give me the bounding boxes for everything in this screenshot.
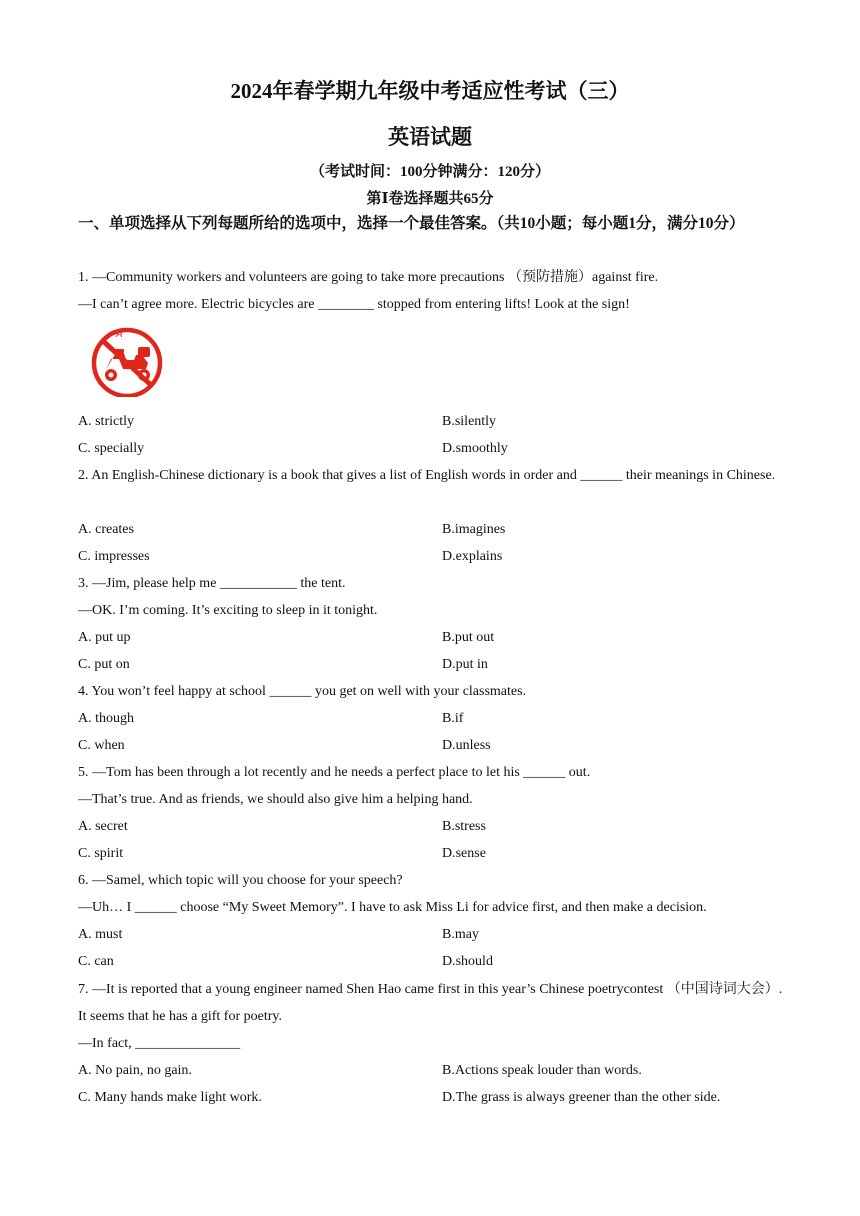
q2-option-a: A. creates [78,522,134,537]
question-3-line-1: 3. —Jim, please help me ___________ the tent. [78,576,346,591]
section-instruction: 一、单项选择从下列每题所给的选项中，选择一个最佳答案。（共10小题；每小题1分，满分10分） [78,215,745,232]
part-heading: 第Ⅰ卷选择题共65分 [366,191,494,207]
q6-option-c: C. can [78,954,114,969]
q4-option-b: B.if [442,711,464,726]
question-3-line-2: —OK. I’m coming. It’s exciting to sleep in it tonight. [78,603,378,618]
q5-option-c: C. spirit [78,846,124,861]
subject-title: 英语试题 [388,125,472,149]
q6-option-a: A. must [78,927,123,942]
q2-option-d: D.explains [442,549,503,564]
question-6-line-1: 6. —Samel, which topic will you choose for your speech? [78,873,403,888]
question-7-line-2: —In fact, _______________ [78,1036,241,1051]
no-electric-bicycle-sign-icon [86,325,168,397]
question-5-line-2: —That’s true. And as friends, we should also give him a helping hand. [78,792,473,807]
q6-option-d: D.should [442,954,493,969]
q5-option-a: A. secret [78,819,128,834]
q7-option-b: B.Actions speak louder than words. [442,1063,642,1078]
q1-option-c: C. specially [78,441,145,456]
question-1-line-1: 1. —Community workers and volunteers are going to take more precautions （预防措施）against fire. [78,270,659,285]
question-7-line-1: 7. —It is reported that a young engineer named Shen Hao came first in this year’s Chinese poetrycontest （中国诗词大会）. It seems that he has a gift for poetry. [78,982,783,1024]
q7-option-d: D.The grass is always greener than the other side. [442,1090,721,1105]
q5-option-d: D.sense [442,846,486,861]
question-6-line-2: —Uh… I ______ choose “My Sweet Memory”. I have to ask Miss Li for advice first, and then make a decision. [78,900,707,915]
q2-option-b: B.imagines [442,522,506,537]
exam-title: 2024年春学期九年级中考适应性考试（三） [230,79,630,103]
q7-option-a: A. No pain, no gain. [78,1063,192,1078]
question-1-line-2: —I can’t agree more. Electric bicycles are ________ stopped from entering lifts! Look at the sign! [78,297,630,312]
q4-option-c: C. when [78,738,125,753]
q6-option-b: B.may [442,927,479,942]
q2-option-c: C. impresses [78,549,150,564]
q1-option-d: D.smoothly [442,441,508,456]
q3-option-a: A. put up [78,630,131,645]
question-2-line-1: 2. An English-Chinese dictionary is a book that gives a list of English words in order and ______ their meanings in Chinese. [78,468,776,483]
q4-option-d: D.unless [442,738,491,753]
q5-option-b: B.stress [442,819,486,834]
q4-option-a: A. though [78,711,134,726]
q3-option-b: B.put out [442,630,495,645]
q7-option-c: C. Many hands make light work. [78,1090,262,1105]
exam-info: （考试时间：100分钟满分：120分） [309,164,550,180]
sign-letter: A [116,329,123,340]
q3-option-d: D.put in [442,657,488,672]
question-4-line-1: 4. You won’t feel happy at school ______ you get on well with your classmates. [78,684,527,699]
q1-option-b: B.silently [442,414,497,429]
q1-option-a: A. strictly [78,414,134,429]
question-5-line-1: 5. —Tom has been through a lot recently and he needs a perfect place to let his ______ out. [78,765,591,780]
q3-option-c: C. put on [78,657,130,672]
